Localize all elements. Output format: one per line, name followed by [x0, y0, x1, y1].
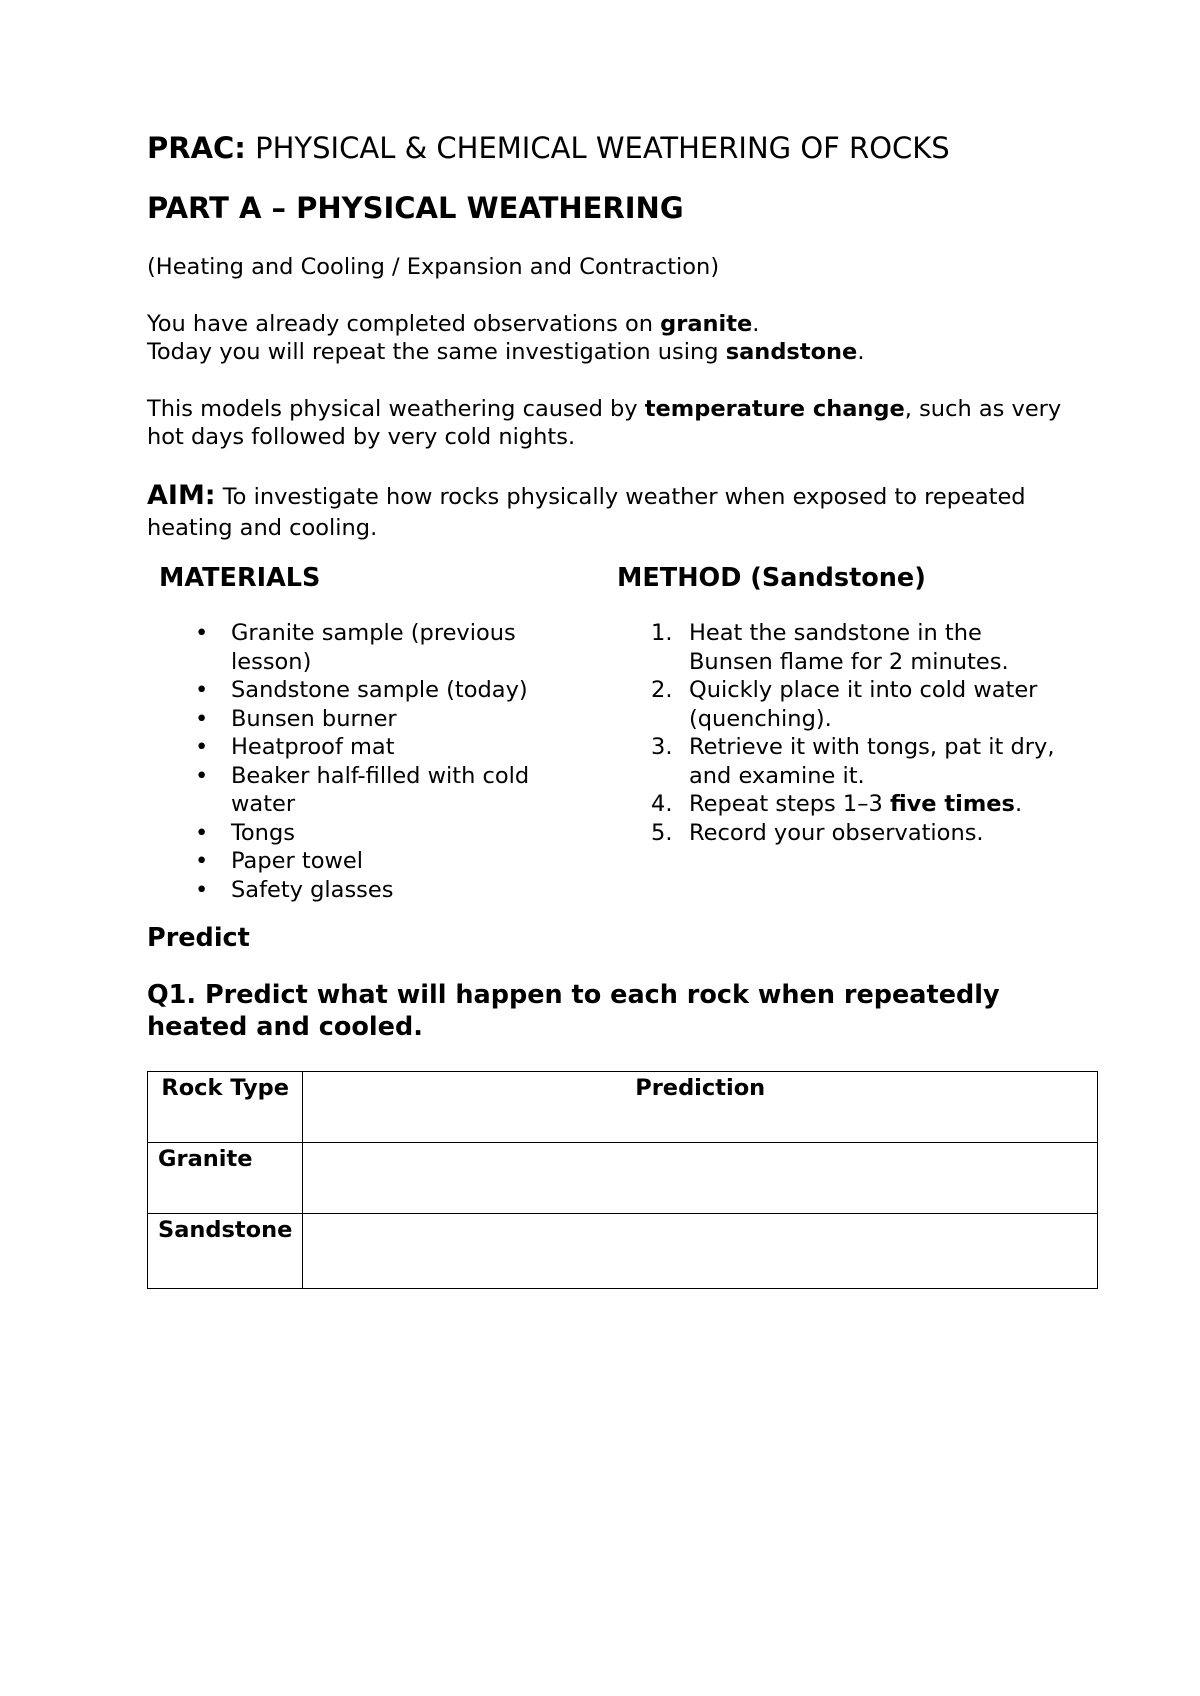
materials-item — [159, 676, 589, 705]
title-text: PHYSICAL & CHEMICAL WEATHERING OF ROCKS — [245, 131, 950, 165]
materials-item — [159, 819, 589, 848]
materials-item — [159, 876, 589, 905]
materials-item — [159, 705, 589, 734]
step-text-post: . — [1014, 791, 1023, 818]
materials-item — [159, 847, 589, 876]
intro-granite: granite — [660, 310, 753, 337]
materials-item-text: Safety glasses — [231, 876, 394, 903]
method-step — [617, 819, 1067, 848]
prediction-table — [147, 1071, 1098, 1289]
aim-paragraph — [147, 480, 1067, 544]
step-number: 2. — [651, 677, 673, 704]
bullet-icon: • — [195, 762, 209, 789]
bullet-icon: • — [195, 620, 209, 647]
aim-label: AIM: — [147, 479, 216, 511]
prediction-granite-cell[interactable] — [303, 1143, 1098, 1214]
question-q1: Q1. Predict what will happen to each rock when repeatedly heated and cooled. — [147, 980, 1000, 1043]
model-bold: temperature change — [644, 395, 905, 422]
materials-heading: MATERIALS — [159, 562, 321, 593]
step-number: 3. — [651, 734, 673, 761]
method-step — [617, 790, 1067, 819]
intro-paragraph — [147, 310, 1067, 367]
method-step — [617, 733, 1067, 790]
step-text: Record your observations. — [689, 819, 984, 846]
model-pre: This models physical weathering caused by — [147, 395, 645, 422]
model-paragraph — [147, 395, 1067, 452]
materials-item-text: Bunsen burner — [231, 705, 397, 732]
table-header-row — [148, 1072, 1098, 1143]
materials-item — [159, 733, 589, 762]
bullet-icon: • — [195, 734, 209, 761]
materials-method-columns — [147, 562, 1067, 922]
step-text: Retrieve it with tongs, pat it dry, and examine it. — [689, 734, 1055, 789]
prediction-sandstone-cell[interactable] — [303, 1214, 1098, 1289]
intro-line1-post: . — [752, 310, 760, 337]
bullet-icon: • — [195, 677, 209, 704]
rock-granite: Granite — [148, 1143, 303, 1214]
intro-line1-pre: You have already completed observations on — [147, 310, 661, 337]
table-row — [148, 1143, 1098, 1214]
step-text: Heat the sandstone in the Bunsen flame for 2 minutes. — [689, 620, 1009, 675]
step-number: 1. — [651, 620, 673, 647]
method-steps — [617, 619, 1067, 847]
predict-heading: Predict — [147, 922, 250, 953]
materials-item-text: Granite sample (previous lesson) — [231, 620, 516, 675]
method-section — [617, 562, 1067, 847]
step-number: 4. — [651, 791, 673, 818]
materials-item-text: Heatproof mat — [231, 734, 395, 761]
step-number: 5. — [651, 819, 673, 846]
materials-item-text: Tongs — [231, 819, 295, 846]
intro-line2-pre: Today you will repeat the same investigation using — [147, 339, 726, 366]
materials-item — [159, 762, 589, 819]
step-text-pre: Repeat steps 1–3 — [689, 791, 890, 818]
intro-sandstone: sandstone — [725, 339, 858, 366]
page-title — [147, 130, 1067, 168]
step-text-bold: five times — [889, 791, 1015, 818]
part-a-heading: PART A – PHYSICAL WEATHERING — [147, 190, 684, 225]
method-step — [617, 619, 1067, 676]
title-prefix: PRAC: — [147, 131, 246, 165]
bullet-icon: • — [195, 705, 209, 732]
method-heading: METHOD (Sandstone) — [617, 562, 926, 593]
header-prediction: Prediction — [303, 1072, 1098, 1143]
materials-item-text: Sandstone sample (today) — [231, 677, 528, 704]
part-a-subtitle: (Heating and Cooling / Expansion and Contraction) — [147, 254, 720, 281]
method-step — [617, 676, 1067, 733]
bullet-icon: • — [195, 819, 209, 846]
materials-section — [159, 562, 589, 904]
materials-item-text: Paper towel — [231, 848, 363, 875]
intro-line2-post: . — [857, 339, 865, 366]
bullet-icon: • — [195, 876, 209, 903]
table-row — [148, 1214, 1098, 1289]
bullet-icon: • — [195, 848, 209, 875]
materials-item-text: Beaker half-filled with cold water — [231, 762, 530, 818]
worksheet-page — [147, 130, 1067, 1289]
rock-sandstone: Sandstone — [148, 1214, 303, 1289]
model-post: , such as very hot days followed by very cold nights. — [147, 395, 1062, 451]
materials-item — [159, 619, 589, 676]
header-rock-type: Rock Type — [148, 1072, 303, 1143]
materials-list — [159, 619, 589, 904]
step-text: Quickly place it into cold water (quenching). — [689, 677, 1038, 732]
aim-text: To investigate how rocks physically weather when exposed to repeated heating and cooling. — [147, 483, 1026, 541]
